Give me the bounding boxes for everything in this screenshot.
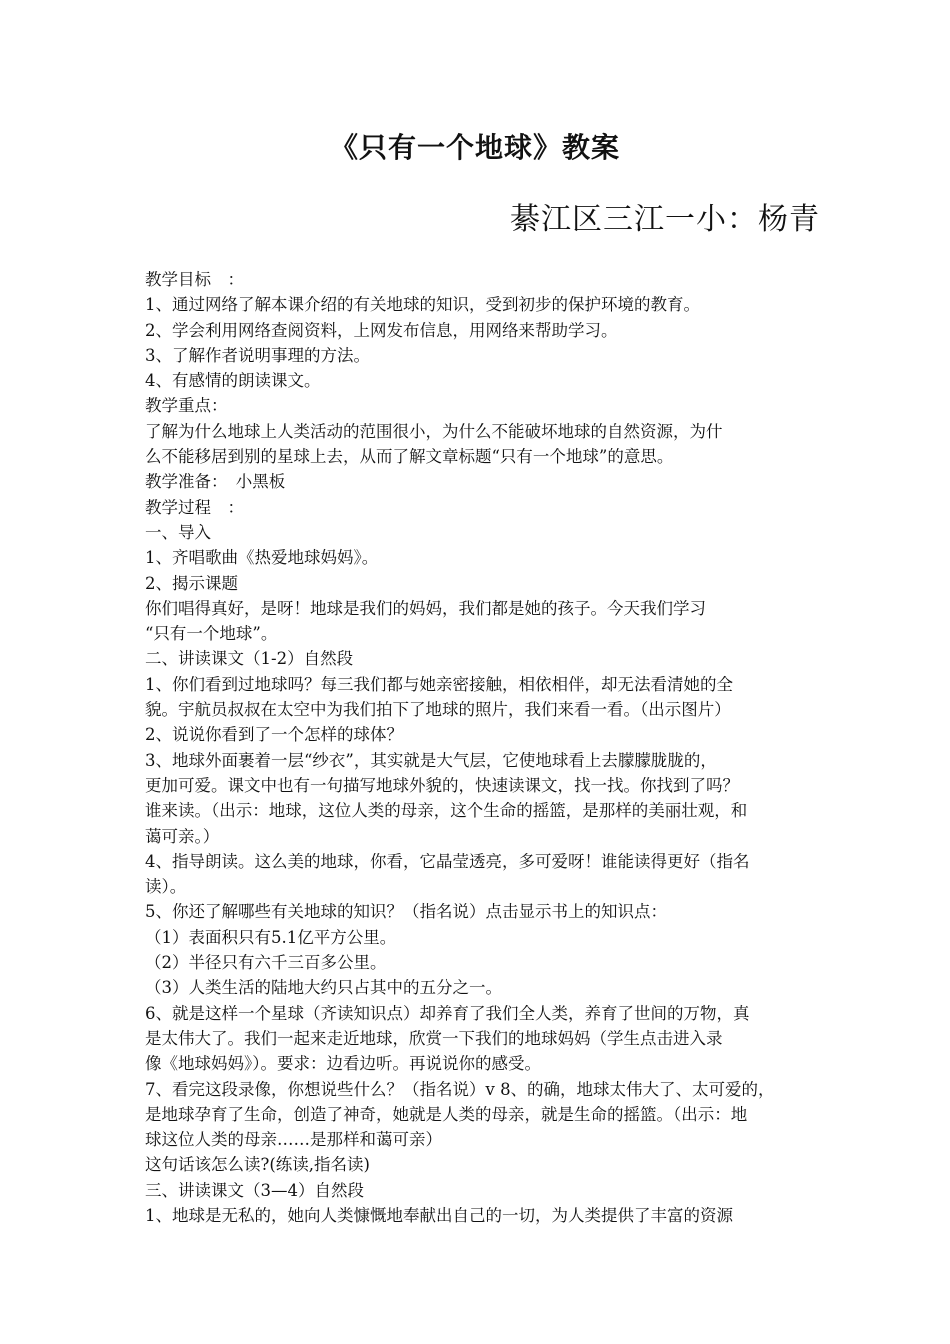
- text-line: 教学准备： 小黑板: [145, 472, 286, 492]
- text-line: （3）人类生活的陆地大约只占其中的五分之一。: [145, 978, 502, 998]
- text-line: 4、有感情的朗读课文。: [145, 371, 321, 391]
- text-line: 5、你还了解哪些有关地球的知识？（指名说）点击显示书上的知识点：: [145, 902, 667, 922]
- text-line: 像《地球妈妈》）。要求：边看边听。再说说你的感受。: [145, 1054, 541, 1074]
- text-line: 更加可爱。课文中也有一句描写地球外貌的，快速读课文，找一找。你找到了吗？: [145, 775, 739, 795]
- text-line: 2、学会利用网络查阅资料，上网发布信息，用网络来帮助学习。: [145, 320, 618, 340]
- text-line: 教学重点：: [145, 396, 228, 416]
- text-line: 是太伟大了。我们一起来走近地球，欣赏一下我们的地球妈妈（学生点击进入录: [145, 1028, 723, 1048]
- text-line: 了解为什么地球上人类活动的范围很小，为什么不能破坏地球的自然资源，为什: [145, 421, 723, 441]
- text-line: 一、导入: [145, 522, 211, 542]
- text-line: （2）半径只有六千三百多公里。: [145, 953, 387, 973]
- text-line: 貌。宇航员叔叔在太空中为我们拍下了地球的照片，我们来看一看。（出示图片）: [145, 700, 731, 720]
- text-line: 1、你们看到过地球吗？每三我们都与她亲密接触，相依相伴，却无法看清她的全: [145, 674, 733, 694]
- text-line: 3、了解作者说明事理的方法。: [145, 345, 370, 365]
- text-line: 3、地球外面裹着一层“纱衣”，其实就是大气层，它使地球看上去朦朦胧胧的，: [145, 750, 717, 770]
- text-line: 读）。: [145, 877, 187, 897]
- text-line: 1、齐唱歌曲《热爱地球妈妈》。: [145, 548, 379, 568]
- text-line: 2、说说你看到了一个怎样的球体？: [145, 725, 403, 745]
- text-line: 么不能移居到别的星球上去，从而了解文章标题“只有一个地球”的意思。: [145, 447, 674, 467]
- text-line: 2、揭示课题: [145, 573, 238, 593]
- text-line: （1）表面积只有5.1亿平方公里。: [145, 927, 397, 947]
- text-line: 6、就是这样一个星球（齐读知识点）却养育了我们全人类，养育了世间的万物，真: [145, 1003, 750, 1023]
- text-line: 二、讲读课文（1-2）自然段: [145, 649, 354, 669]
- text-line: 7、看完这段录像，你想说些什么？（指名说）v 8、的确，地球太伟大了、太可爱的，: [145, 1079, 775, 1099]
- document-body: [145, 267, 825, 1228]
- document-author: 綦江区三江一小：杨青: [510, 202, 820, 237]
- text-line: 1、地球是无私的，她向人类慷慨地奉献出自己的一切，为人类提供了丰富的资源: [145, 1205, 733, 1225]
- document-title: 《只有一个地球》教案: [329, 131, 620, 164]
- text-line: “只有一个地球”。: [145, 624, 278, 644]
- text-line: 1、通过网络了解本课介绍的有关地球的知识，受到初步的保护环境的教育。: [145, 295, 700, 315]
- text-line: 蔼可亲。）: [145, 826, 220, 846]
- text-line: 谁来读。（出示：地球，这位人类的母亲，这个生命的摇篮，是那样的美丽壮观，和: [145, 801, 748, 821]
- text-line: 是地球孕育了生命，创造了神奇，她就是人类的母亲，就是生命的摇篮。（出示：地: [145, 1104, 748, 1124]
- text-line: 三、讲读课文（3—4）自然段: [145, 1180, 364, 1200]
- text-line: 4、指导朗读。这么美的地球，你看，它晶莹透亮，多可爱呀！谁能读得更好（指名: [145, 851, 750, 871]
- text-line: 你们唱得真好，是呀！地球是我们的妈妈，我们都是她的孩子。今天我们学习: [145, 598, 706, 618]
- text-line: 教学目标 ：: [145, 270, 244, 289]
- text-line: 教学过程 ：: [145, 497, 244, 517]
- text-line: 球这位人类的母亲……是那样和蔼可亲）: [145, 1130, 442, 1150]
- text-line: 这句话该怎么读?(练读,指名读): [145, 1155, 370, 1175]
